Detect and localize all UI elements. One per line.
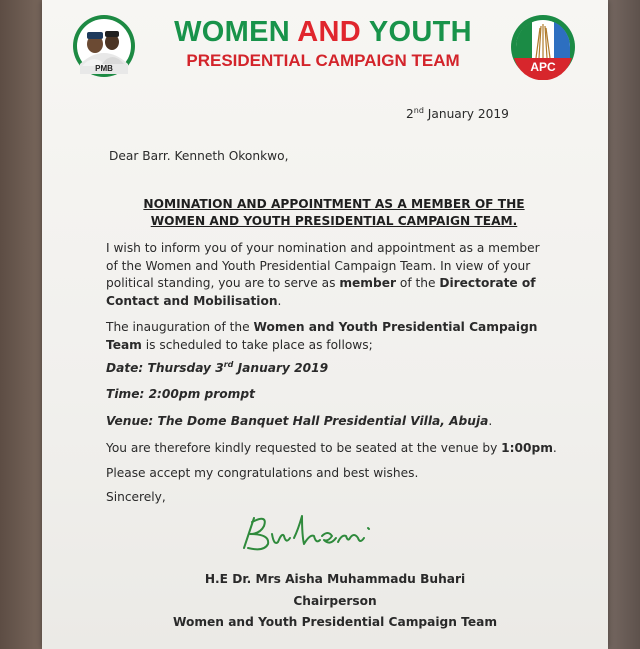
signatory-name: H.E Dr. Mrs Aisha Muhammadu Buhari <box>204 572 466 586</box>
signatory-title: Chairperson <box>293 594 377 608</box>
letter-date: 2nd January 2019 <box>406 106 509 122</box>
letterhead-title <box>140 16 506 49</box>
subject-heading-line1: NOMINATION AND APPOINTMENT AS A MEMBER OF THE <box>143 197 525 211</box>
pmb-logo <box>72 14 136 78</box>
event-date: Date: Thursday 3rd January 2019 <box>106 360 329 376</box>
event-venue: Venue: The Dome Banquet Hall Presidential Villa, Abuja. <box>106 414 493 428</box>
congratulations: Please accept my congratulations and best wishes. <box>106 466 419 480</box>
title-word-youth: YOUTH <box>368 16 472 48</box>
paragraph-nomination: I wish to inform you of your nomination and appointment as a member of the Women and Youth Presidential Campaign Team. In view of your political standing, you are to serve as member of the Directorate of Contact and Mobilisation. <box>106 241 540 308</box>
subject-heading-line2: WOMEN AND YOUTH PRESIDENTIAL CAMPAIGN TEAM. <box>150 214 518 228</box>
title-word-and: AND <box>297 16 362 48</box>
event-time: Time: 2:00pm prompt <box>106 387 255 401</box>
handwritten-signature <box>238 508 386 556</box>
title-word-women: WOMEN <box>174 16 290 48</box>
pmb-logo-text: PMB <box>95 64 113 73</box>
apc-logo <box>510 14 576 80</box>
paragraph-inauguration: The inauguration of the Women and Youth Presidential Campaign Team is scheduled to take place as follows; <box>106 320 538 352</box>
salutation: Dear Barr. Kenneth Okonkwo, <box>109 149 289 163</box>
letterhead-subtitle: PRESIDENTIAL CAMPAIGN TEAM <box>186 51 460 70</box>
seating-request: You are therefore kindly requested to be seated at the venue by 1:00pm. <box>106 441 557 455</box>
signatory-organization: Women and Youth Presidential Campaign Team <box>172 615 498 629</box>
closing: Sincerely, <box>106 490 166 504</box>
apc-logo-text: APC <box>530 60 556 74</box>
